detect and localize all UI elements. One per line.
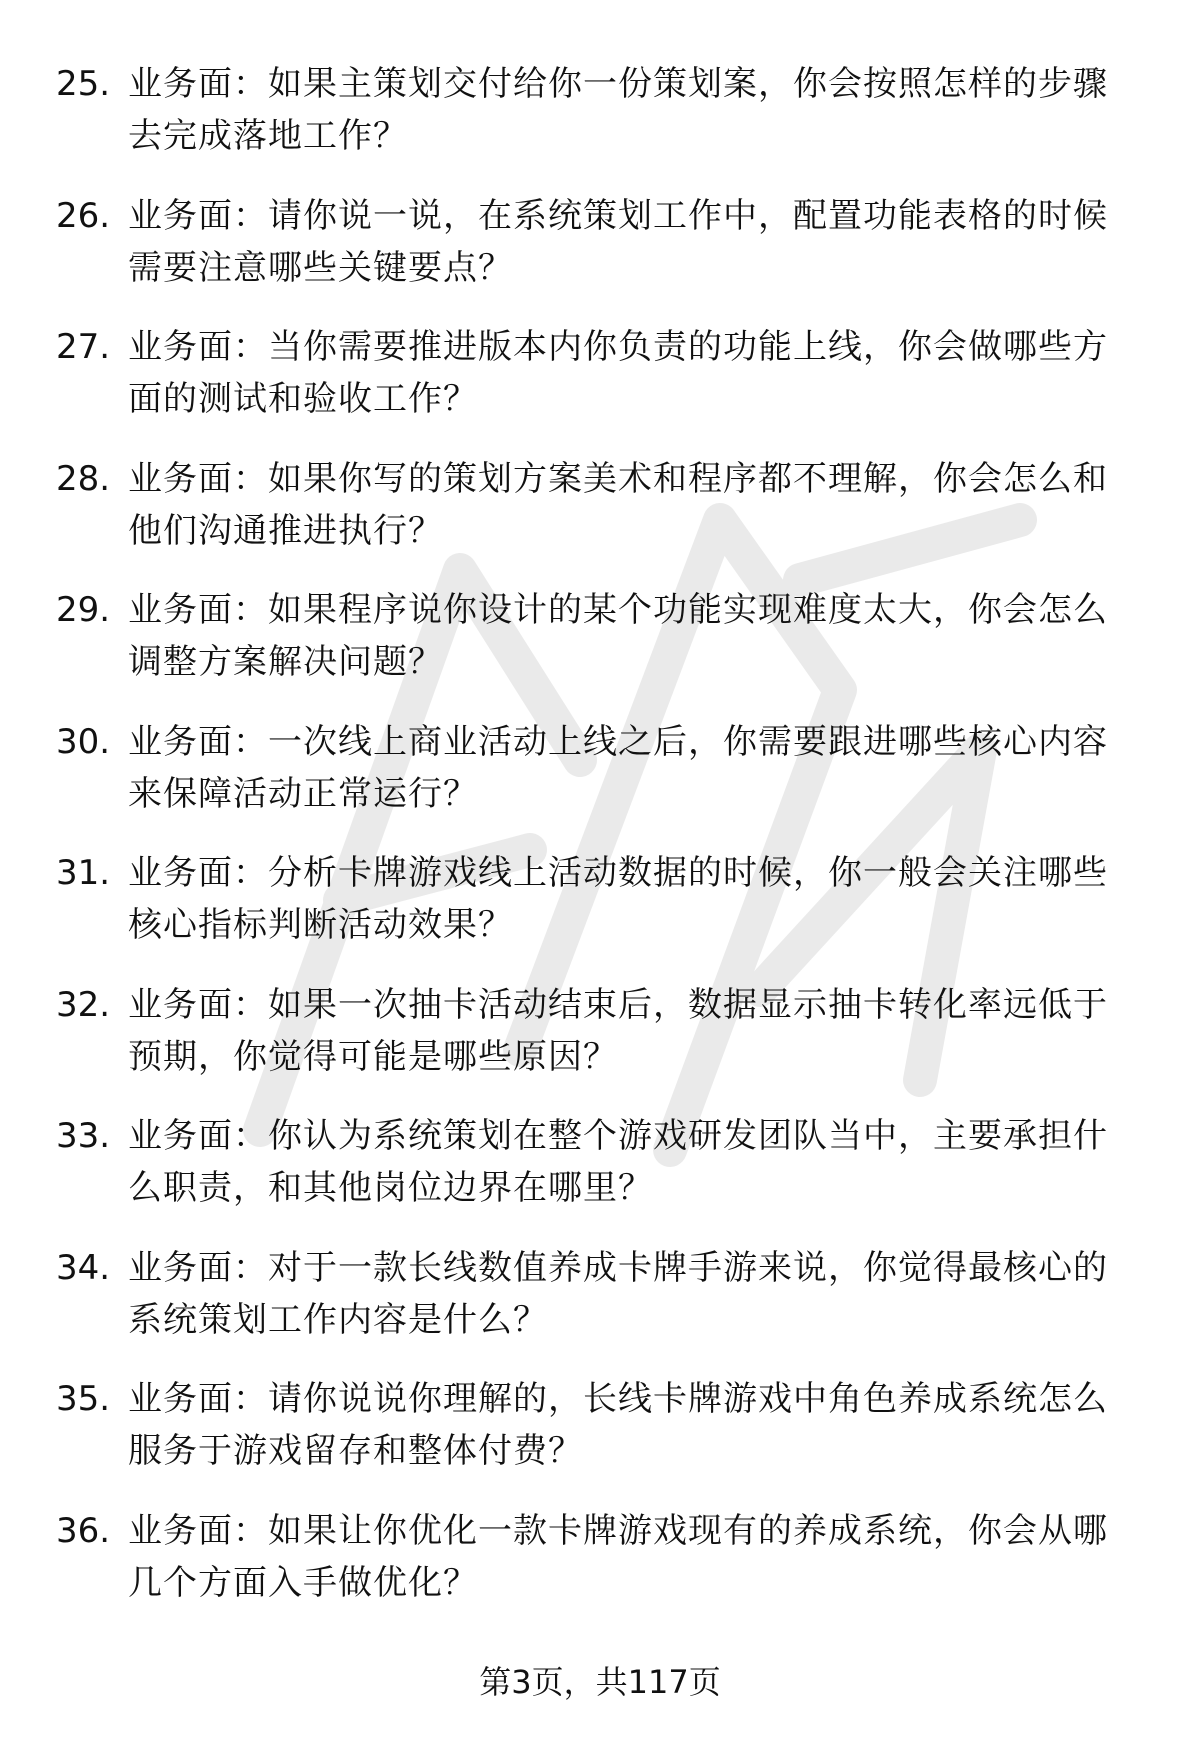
question-text: 业务面：你认为系统策划在整个游戏研发团队当中，主要承担什么职责，和其他岗位边界在哪里？ [128, 1116, 1108, 1208]
question-number: 32. [56, 984, 111, 1025]
question-item [56, 979, 1156, 1111]
question-number: 25. [56, 64, 111, 104]
question-number: 31. [56, 853, 111, 893]
question-number: 26. [56, 195, 111, 236]
question-item [56, 453, 1156, 585]
question-text: 业务面：如果让你优化一款卡牌游戏现有的养成系统，你会从哪几个方面入手做优化？ [128, 1510, 1108, 1603]
question-item [56, 190, 1156, 322]
question-list [56, 58, 1156, 1636]
question-item [56, 716, 1156, 848]
question-item [56, 847, 1156, 979]
question-item [56, 1110, 1156, 1242]
question-text: 业务面：一次线上商业活动上线之后，你需要跟进哪些核心内容来保障活动正常运行？ [128, 721, 1108, 814]
question-number: 30. [56, 721, 111, 762]
page-footer: 第3页，共117页 [479, 1663, 721, 1701]
question-text: 业务面：当你需要推进版本内你负责的功能上线，你会做哪些方面的测试和验收工作？ [128, 327, 1108, 419]
question-item [56, 321, 1156, 453]
question-number: 29. [56, 590, 111, 630]
question-text: 业务面：请你说说你理解的，长线卡牌游戏中角色养成系统怎么服务于游戏留存和整体付费？ [128, 1379, 1108, 1471]
question-text: 业务面：分析卡牌游戏线上活动数据的时候，你一般会关注哪些核心指标判断活动效果？ [128, 853, 1108, 945]
question-text: 业务面：如果一次抽卡活动结束后，数据显示抽卡转化率远低于预期，你觉得可能是哪些原因？ [128, 984, 1108, 1077]
question-number: 33. [56, 1116, 111, 1156]
question-text: 业务面：如果主策划交付给你一份策划案，你会按照怎样的步骤去完成落地工作？ [128, 64, 1108, 156]
question-item [56, 584, 1156, 716]
question-text: 业务面：请你说一说，在系统策划工作中，配置功能表格的时候需要注意哪些关键要点？ [128, 195, 1108, 288]
question-item [56, 1505, 1156, 1637]
question-item [56, 58, 1156, 190]
question-text: 业务面：如果程序说你设计的某个功能实现难度太大，你会怎么调整方案解决问题？ [128, 590, 1108, 682]
question-number: 28. [56, 458, 111, 499]
question-number: 34. [56, 1247, 111, 1288]
question-number: 35. [56, 1379, 111, 1419]
question-item [56, 1373, 1156, 1505]
question-item [56, 1242, 1156, 1374]
question-number: 36. [56, 1510, 111, 1551]
question-text: 业务面：对于一款长线数值养成卡牌手游来说，你觉得最核心的系统策划工作内容是什么？ [128, 1247, 1108, 1340]
question-text: 业务面：如果你写的策划方案美术和程序都不理解，你会怎么和他们沟通推进执行？ [128, 458, 1108, 551]
question-number: 27. [56, 327, 111, 367]
